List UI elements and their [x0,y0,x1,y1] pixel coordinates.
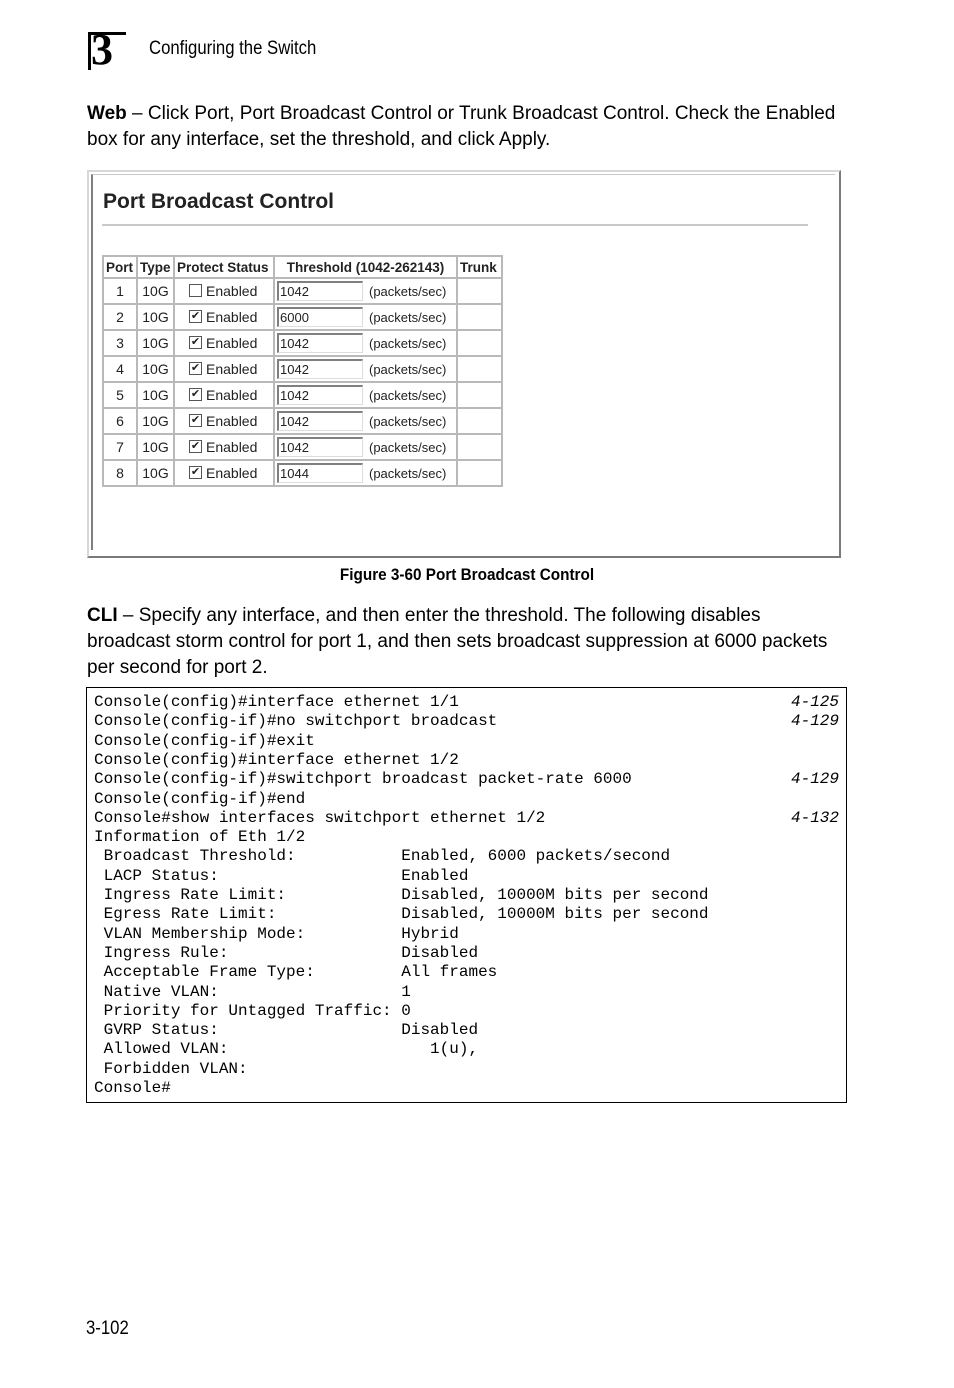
console-line: Ingress Rule: Disabled [94,943,479,962]
type-cell: 10G [137,434,174,460]
protect-status-cell [174,304,274,330]
console-line: Ingress Rate Limit: Disabled, 10000M bits per second [94,886,709,904]
threshold-cell [274,356,457,382]
protect-status-cell [174,330,274,356]
cli-text: – Specify any interface, and then enter the threshold. The following disables broadcast storm control for port 1, and then sets broadcast suppression at 6000 packets per second for port 2. [87,605,828,678]
table-row [103,304,502,330]
cli-lead: CLI [87,605,118,626]
protect-status-cell [174,356,274,382]
enabled-label: Enabled [206,334,258,351]
console-line: Console(config-if)#no switchport broadcast [94,712,498,731]
console-line: Console(config-if)#switchport broadcast packet-rate 6000 [94,770,632,789]
table-row [103,330,502,356]
port-cell: 8 [103,460,137,486]
threshold-input[interactable]: 1042 [277,385,363,405]
trunk-cell [457,382,502,408]
type-cell: 10G [137,408,174,434]
console-line: Native VLAN: 1 [94,982,411,1001]
threshold-unit-label: (packets/sec) [369,465,447,481]
running-header-title: Configuring the Switch [149,38,317,59]
command-page-reference: 4-132 [790,808,839,827]
console-listing [86,687,847,1103]
threshold-unit-label: (packets/sec) [369,309,447,325]
threshold-cell [274,460,457,486]
console-line: Console(config-if)#end [94,789,306,808]
port-cell: 4 [103,356,137,382]
col-header-threshold: Threshold (1042-262143) [274,256,457,278]
col-header-protect-status: Protect Status [174,256,274,278]
enabled-label: Enabled [206,464,258,481]
console-line: VLAN Membership Mode: Hybrid [94,924,459,943]
table-header-row [103,256,502,278]
protect-status-cell [174,382,274,408]
console-line: Console#show interfaces switchport ethernet 1/2 [94,808,546,827]
table-row [103,434,502,460]
trunk-cell [457,278,502,304]
enabled-label: Enabled [206,438,258,455]
console-line: Broadcast Threshold: Enabled, 6000 packets/second [94,847,671,866]
threshold-unit-label: (packets/sec) [369,387,447,403]
table-row [103,278,502,304]
port-cell: 2 [103,304,137,330]
enabled-label: Enabled [206,386,258,403]
trunk-cell [457,434,502,460]
type-cell: 10G [137,304,174,330]
trunk-cell [457,330,502,356]
port-cell: 7 [103,434,137,460]
trunk-cell [457,408,502,434]
web-lead: Web [87,103,127,124]
threshold-cell [274,382,457,408]
col-header-type: Type [137,256,174,278]
protect-status-cell [174,408,274,434]
console-line: Egress Rate Limit: Disabled, 10000M bits per second [94,905,709,924]
type-cell: 10G [137,278,174,304]
table-row [103,356,502,382]
trunk-cell [457,356,502,382]
threshold-input[interactable]: 1042 [277,411,363,431]
enabled-label: Enabled [206,282,258,299]
protect-status-cell [174,278,274,304]
port-cell: 3 [103,330,137,356]
port-cell: 5 [103,382,137,408]
console-line: Console# [94,1079,171,1097]
threshold-unit-label: (packets/sec) [369,439,447,455]
table-body [103,278,502,486]
chapter-number: 3 [91,25,113,74]
threshold-cell [274,434,457,460]
threshold-input[interactable]: 1042 [277,437,363,457]
protect-status-cell [174,434,274,460]
port-cell: 1 [103,278,137,304]
type-cell: 10G [137,330,174,356]
trunk-cell [457,304,502,330]
protect-status-cell [174,460,274,486]
enabled-checkbox[interactable]: ✔ [190,336,201,349]
col-header-trunk: Trunk [457,256,502,278]
console-line: Allowed VLAN: 1(u), [94,1040,479,1059]
port-cell: 6 [103,408,137,434]
command-page-reference: 4-129 [790,712,839,731]
enabled-checkbox[interactable]: ✔ [190,466,201,479]
threshold-unit-label: (packets/sec) [369,335,447,351]
threshold-cell [274,408,457,434]
web-text: – Click Port, Port Broadcast Control or Trunk Broadcast Control. Check the Enabled box for any interface, set the threshold, and click Apply. [87,103,836,150]
threshold-input[interactable]: 1042 [277,281,363,301]
type-cell: 10G [137,356,174,382]
table-row [103,408,502,434]
trunk-cell [457,460,502,486]
threshold-cell [274,304,457,330]
console-line: LACP Status: Enabled [94,866,469,885]
console-line: Information of Eth 1/2 [94,828,306,847]
enabled-checkbox[interactable]: ✔ [190,440,201,453]
enabled-checkbox[interactable]: ✔ [190,310,201,323]
enabled-checkbox[interactable]: ✔ [190,414,201,427]
threshold-unit-label: (packets/sec) [369,361,447,377]
cli-instructions [87,603,847,681]
command-page-reference: 4-125 [790,693,839,711]
enabled-label: Enabled [206,308,258,325]
type-cell: 10G [137,460,174,486]
port-broadcast-table [102,255,503,487]
type-cell: 10G [137,382,174,408]
console-line: Console(config)#interface ethernet 1/2 [94,750,459,769]
web-instructions [87,101,847,153]
threshold-input[interactable]: 1042 [277,359,363,379]
page-number: 3-102 [86,1318,129,1339]
threshold-unit-label: (packets/sec) [369,413,447,429]
console-line: Priority for Untagged Traffic: 0 [94,1001,411,1020]
enabled-checkbox[interactable] [189,284,202,297]
threshold-input[interactable]: 1044 [277,463,363,483]
figure-caption: Figure 3-60 Port Broadcast Control [339,565,595,584]
console-line: Acceptable Frame Type: All frames [94,963,498,982]
threshold-cell [274,278,457,304]
command-page-reference: 4-129 [790,770,839,789]
console-line: Console(config-if)#exit [94,731,315,750]
chapter-number-badge [88,25,126,74]
enabled-label: Enabled [206,360,258,377]
figure-title-rule [102,224,808,226]
enabled-checkbox[interactable]: ✔ [190,388,201,401]
table-row [103,382,502,408]
console-line: Forbidden VLAN: [94,1059,248,1078]
enabled-label: Enabled [206,412,258,429]
enabled-checkbox[interactable]: ✔ [190,362,201,375]
threshold-unit-label: (packets/sec) [369,283,447,299]
console-line: Console(config)#interface ethernet 1/1 [94,693,459,711]
threshold-input[interactable]: 1042 [277,333,363,353]
col-header-port: Port [103,256,137,278]
console-line: GVRP Status: Disabled [94,1021,479,1040]
threshold-input[interactable]: 6000 [277,307,363,327]
figure-page-title: Port Broadcast Control [103,190,335,213]
table-row [103,460,502,486]
threshold-cell [274,330,457,356]
